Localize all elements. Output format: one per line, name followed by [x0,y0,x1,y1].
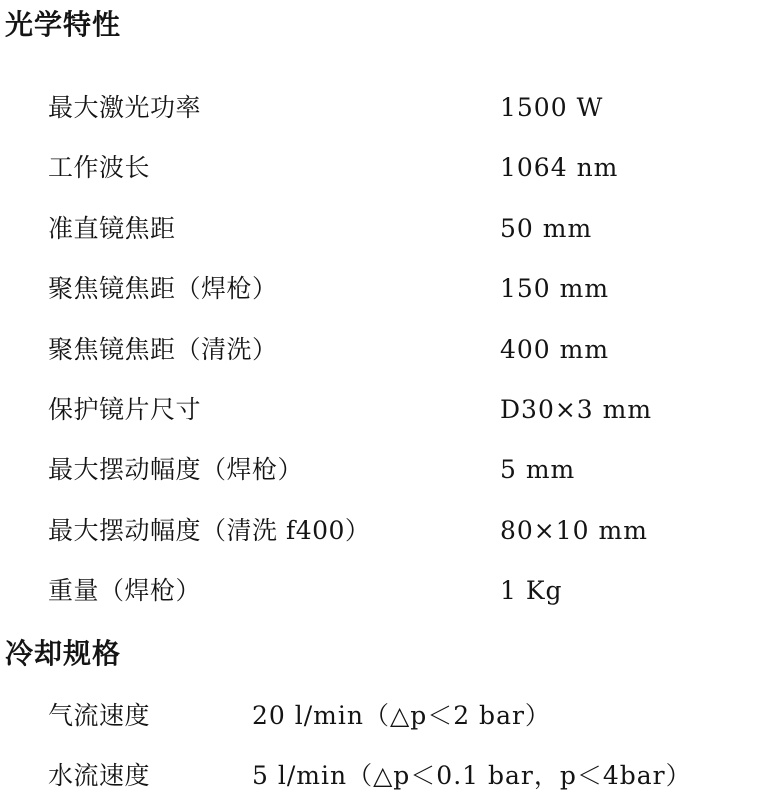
spec-label: 重量（焊枪） [48,576,202,606]
section-title-cooling: 冷却规格 [5,636,122,670]
spec-value: D30×3 mm [500,394,653,424]
spec-value: 5 l/min（△p＜0.1 bar，p＜4bar） [252,760,692,790]
spec-label: 保护镜片尺寸 [48,394,202,424]
spec-value: 5 mm [500,455,576,485]
section-title-optical: 光学特性 [5,8,122,41]
spec-value: 150 mm [500,274,610,304]
spec-row-water-flow-rate [48,746,774,793]
spec-value: 1064 nm [500,153,619,183]
spec-row-air-flow-rate [48,686,774,746]
optical-spec-list [0,78,774,622]
spec-label: 准直镜焦距 [48,213,176,243]
section-cooling-specifications [0,622,774,793]
spec-row-max-swing-clean [48,501,774,561]
spec-label: 水流速度 [48,760,151,790]
spec-value: 400 mm [500,334,610,364]
spec-label: 最大摆动幅度（清洗 f400） [48,515,371,545]
spec-label: 聚焦镜焦距（焊枪） [48,274,278,304]
spec-value: 80×10 mm [500,515,648,545]
spec-label: 最大摆动幅度（焊枪） [48,455,304,485]
spec-row-working-wavelength [48,138,774,198]
spec-row-focus-lens-clean [48,320,774,380]
spec-value: 1500 W [500,93,604,122]
spec-row-protective-lens-size [48,380,774,440]
spec-row-focus-lens-weld [48,259,774,319]
spec-label: 最大激光功率 [48,93,202,122]
spec-label: 气流速度 [48,700,151,730]
spec-row-weight-weld-gun [48,561,774,621]
spec-label: 工作波长 [48,153,151,183]
spec-value: 20 l/min（△p＜2 bar） [252,700,551,730]
spec-label: 聚焦镜焦距（清洗） [48,334,278,364]
cooling-spec-list [0,686,774,793]
spec-row-collimator-focal-length [48,199,774,259]
spec-value: 1 Kg [500,576,563,606]
spec-value: 50 mm [500,213,593,243]
spec-row-max-swing-weld [48,440,774,500]
spec-row-max-laser-power [48,78,774,138]
